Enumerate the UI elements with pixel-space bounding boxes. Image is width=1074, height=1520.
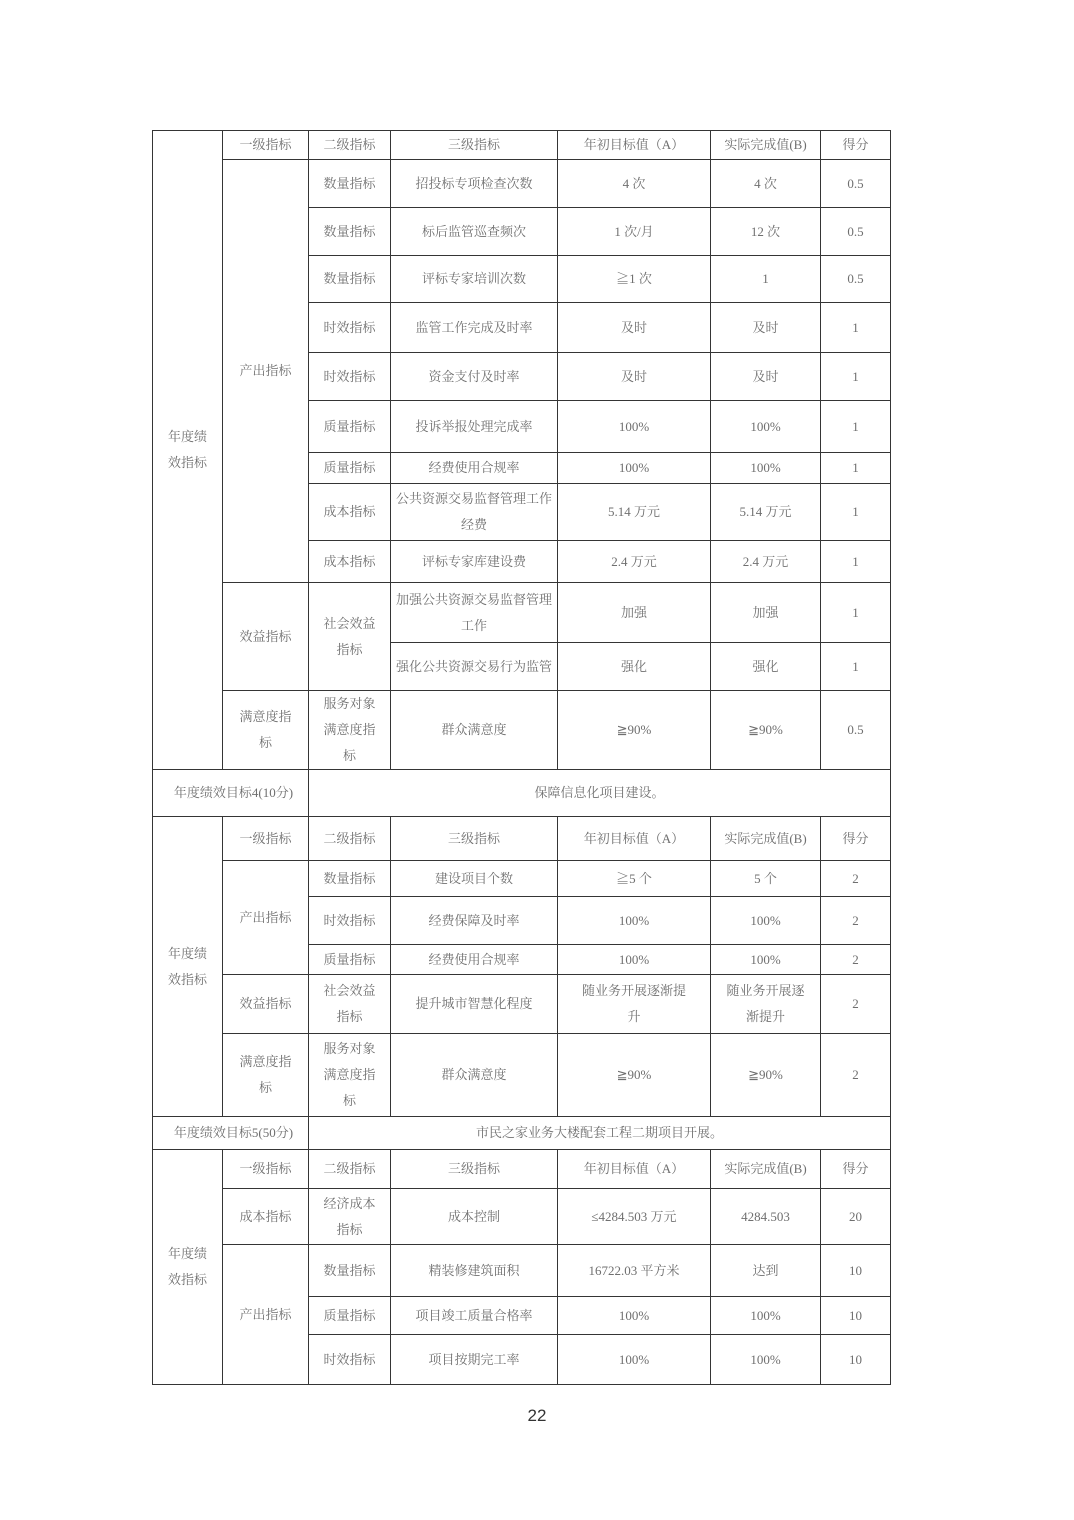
table-row	[153, 975, 891, 1034]
cell-target-value: ≧90%	[558, 691, 711, 770]
cell-level1: 产出指标	[223, 861, 309, 975]
cell-actual-value: 100%	[711, 945, 821, 975]
cell-target-value: ≧5 个	[558, 861, 711, 897]
table-row	[153, 1150, 891, 1189]
cell-level3: 标后监管巡查频次	[391, 208, 558, 256]
cell-level3: 资金支付及时率	[391, 353, 558, 401]
cell-level2: 数量指标	[309, 160, 391, 208]
cell-level3: 项目竣工质量合格率	[391, 1297, 558, 1335]
table-row	[153, 583, 891, 643]
goal-row-description: 保障信息化项目建设。	[309, 770, 891, 817]
table-row	[153, 1034, 891, 1117]
header-actual-value: 实际完成值(B)	[711, 817, 821, 861]
cell-level2: 数量指标	[309, 256, 391, 303]
cell-target-value: 100%	[558, 401, 711, 453]
cell-actual-value: ≧90%	[711, 1034, 821, 1117]
cell-level3: 强化公共资源交易行为监管	[391, 643, 558, 691]
cell-level2: 时效指标	[309, 897, 391, 945]
cell-level2: 数量指标	[309, 1245, 391, 1297]
cell-score: 2	[821, 897, 891, 945]
header-level3: 三级指标	[391, 817, 558, 861]
cell-level2: 时效指标	[309, 303, 391, 353]
cell-level2: 时效指标	[309, 353, 391, 401]
cell-target-value: ≧1 次	[558, 256, 711, 303]
cell-level2: 社会效益指标	[309, 583, 391, 691]
cell-actual-value: 100%	[711, 1297, 821, 1335]
header-score: 得分	[821, 131, 891, 160]
cell-score: 1	[821, 541, 891, 583]
cell-level3: 评标专家库建设费	[391, 541, 558, 583]
cell-level2: 数量指标	[309, 861, 391, 897]
header-level2: 二级指标	[309, 817, 391, 861]
cell-level3: 公共资源交易监督管理工作经费	[391, 484, 558, 541]
cell-score: 0.5	[821, 208, 891, 256]
header-target-value: 年初目标值（A）	[558, 817, 711, 861]
cell-target-value: 2.4 万元	[558, 541, 711, 583]
cell-actual-value: 强化	[711, 643, 821, 691]
cell-level3: 群众满意度	[391, 1034, 558, 1117]
cell-level3: 经费保障及时率	[391, 897, 558, 945]
cell-score: 10	[821, 1245, 891, 1297]
header-actual-value: 实际完成值(B)	[711, 1150, 821, 1189]
cell-target-value: 100%	[558, 897, 711, 945]
cell-actual-value: 100%	[711, 1335, 821, 1385]
cell-score: 0.5	[821, 160, 891, 208]
cell-target-value: 随业务开展逐渐提升	[558, 975, 711, 1034]
cell-level3: 评标专家培训次数	[391, 256, 558, 303]
cell-level3: 成本控制	[391, 1189, 558, 1245]
table-row	[153, 160, 891, 208]
header-level3: 三级指标	[391, 131, 558, 160]
cell-target-value: 加强	[558, 583, 711, 643]
cell-level1: 满意度指标	[223, 691, 309, 770]
cell-level2: 质量指标	[309, 945, 391, 975]
table-row	[153, 770, 891, 817]
cell-level3: 群众满意度	[391, 691, 558, 770]
cell-score: 2	[821, 861, 891, 897]
cell-score: 1	[821, 353, 891, 401]
cell-actual-value: 加强	[711, 583, 821, 643]
cell-actual-value: 及时	[711, 353, 821, 401]
header-target-value: 年初目标值（A）	[558, 1150, 711, 1189]
cell-target-value: 16722.03 平方米	[558, 1245, 711, 1297]
header-level2: 二级指标	[309, 131, 391, 160]
cell-actual-value: 4 次	[711, 160, 821, 208]
cell-level1: 产出指标	[223, 160, 309, 583]
cell-level1: 成本指标	[223, 1189, 309, 1245]
goal-row-description: 市民之家业务大楼配套工程二期项目开展。	[309, 1117, 891, 1150]
cell-target-value: 强化	[558, 643, 711, 691]
header-level1: 一级指标	[223, 817, 309, 861]
cell-score: 1	[821, 453, 891, 484]
table-row	[153, 817, 891, 861]
cell-score: 1	[821, 401, 891, 453]
cell-actual-value: 4284.503	[711, 1189, 821, 1245]
performance-indicators-table	[152, 130, 891, 1385]
table-row	[153, 131, 891, 160]
cell-score: 1	[821, 484, 891, 541]
cell-level1: 效益指标	[223, 975, 309, 1034]
cell-level3: 提升城市智慧化程度	[391, 975, 558, 1034]
cell-level2: 服务对象满意度指标	[309, 691, 391, 770]
header-actual-value: 实际完成值(B)	[711, 131, 821, 160]
cell-actual-value: 100%	[711, 897, 821, 945]
table-row	[153, 691, 891, 770]
cell-actual-value: ≧90%	[711, 691, 821, 770]
row-group-label: 年度绩效指标	[153, 1150, 223, 1385]
goal-row-label: 年度绩效目标5(50分)	[153, 1117, 309, 1150]
header-target-value: 年初目标值（A）	[558, 131, 711, 160]
header-level2: 二级指标	[309, 1150, 391, 1189]
cell-level2: 质量指标	[309, 1297, 391, 1335]
cell-target-value: 100%	[558, 945, 711, 975]
cell-level2: 服务对象满意度指标	[309, 1034, 391, 1117]
cell-level2: 成本指标	[309, 484, 391, 541]
header-score: 得分	[821, 817, 891, 861]
page-number: 22	[527, 1406, 547, 1425]
cell-target-value: 100%	[558, 1335, 711, 1385]
cell-level3: 招投标专项检查次数	[391, 160, 558, 208]
cell-target-value: 及时	[558, 353, 711, 401]
cell-level3: 建设项目个数	[391, 861, 558, 897]
cell-actual-value: 5 个	[711, 861, 821, 897]
cell-level3: 项目按期完工率	[391, 1335, 558, 1385]
cell-score: 1	[821, 583, 891, 643]
cell-score: 1	[821, 303, 891, 353]
cell-target-value: 及时	[558, 303, 711, 353]
cell-level2: 质量指标	[309, 453, 391, 484]
cell-level3: 加强公共资源交易监督管理工作	[391, 583, 558, 643]
cell-level2: 经济成本指标	[309, 1189, 391, 1245]
cell-actual-value: 及时	[711, 303, 821, 353]
row-group-label: 年度绩效指标	[153, 817, 223, 1117]
cell-actual-value: 12 次	[711, 208, 821, 256]
cell-level1: 满意度指标	[223, 1034, 309, 1117]
cell-target-value: 1 次/月	[558, 208, 711, 256]
cell-actual-value: 100%	[711, 453, 821, 484]
cell-target-value: 100%	[558, 453, 711, 484]
header-level1: 一级指标	[223, 1150, 309, 1189]
cell-actual-value: 随业务开展逐渐提升	[711, 975, 821, 1034]
cell-actual-value: 达到	[711, 1245, 821, 1297]
cell-level2: 时效指标	[309, 1335, 391, 1385]
cell-score: 10	[821, 1335, 891, 1385]
cell-level3: 投诉举报处理完成率	[391, 401, 558, 453]
cell-level1: 效益指标	[223, 583, 309, 691]
cell-level3: 经费使用合规率	[391, 945, 558, 975]
cell-actual-value: 1	[711, 256, 821, 303]
cell-actual-value: 5.14 万元	[711, 484, 821, 541]
header-score: 得分	[821, 1150, 891, 1189]
cell-score: 2	[821, 1034, 891, 1117]
cell-score: 1	[821, 643, 891, 691]
cell-score: 0.5	[821, 256, 891, 303]
cell-level2: 社会效益指标	[309, 975, 391, 1034]
cell-target-value: ≧90%	[558, 1034, 711, 1117]
cell-score: 20	[821, 1189, 891, 1245]
cell-target-value: 5.14 万元	[558, 484, 711, 541]
header-level3: 三级指标	[391, 1150, 558, 1189]
cell-level3: 精装修建筑面积	[391, 1245, 558, 1297]
cell-level3: 经费使用合规率	[391, 453, 558, 484]
cell-score: 10	[821, 1297, 891, 1335]
table-row	[153, 1245, 891, 1297]
cell-level2: 数量指标	[309, 208, 391, 256]
cell-actual-value: 2.4 万元	[711, 541, 821, 583]
cell-target-value: 100%	[558, 1297, 711, 1335]
table-row	[153, 1189, 891, 1245]
cell-actual-value: 100%	[711, 401, 821, 453]
table-row	[153, 861, 891, 897]
table-row	[153, 1117, 891, 1150]
cell-level2: 质量指标	[309, 401, 391, 453]
cell-level1: 产出指标	[223, 1245, 309, 1385]
cell-score: 0.5	[821, 691, 891, 770]
cell-level3: 监管工作完成及时率	[391, 303, 558, 353]
cell-target-value: ≤4284.503 万元	[558, 1189, 711, 1245]
row-group-label: 年度绩效指标	[153, 131, 223, 770]
goal-row-label: 年度绩效目标4(10分)	[153, 770, 309, 817]
cell-target-value: 4 次	[558, 160, 711, 208]
header-level1: 一级指标	[223, 131, 309, 160]
cell-score: 2	[821, 975, 891, 1034]
cell-level2: 成本指标	[309, 541, 391, 583]
cell-score: 2	[821, 945, 891, 975]
